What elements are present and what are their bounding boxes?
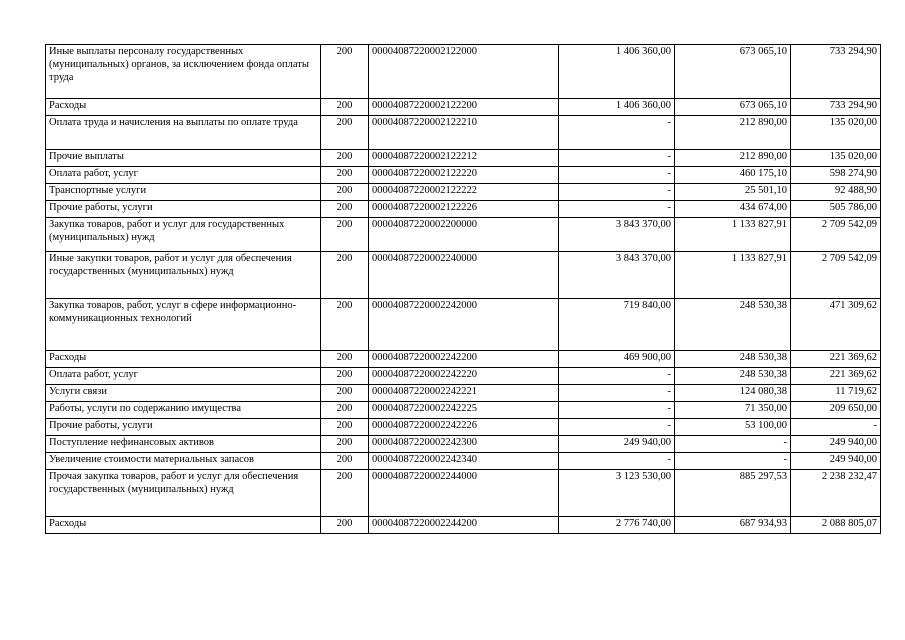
- row-approved-cell: 719 840,00: [559, 299, 675, 351]
- row-approved-cell: -: [559, 402, 675, 419]
- row-approved-cell: 249 940,00: [559, 436, 675, 453]
- row-executed-cell: 434 674,00: [675, 201, 791, 218]
- row-unexecuted-cell: 249 940,00: [791, 436, 881, 453]
- table-row: [46, 385, 881, 402]
- row-name-cell: Транспортные услуги: [46, 184, 321, 201]
- row-code-cell: 200: [321, 517, 369, 534]
- row-name-cell: Расходы: [46, 351, 321, 368]
- row-approved-cell: 3 843 370,00: [559, 218, 675, 252]
- row-executed-cell: 460 175,10: [675, 167, 791, 184]
- row-name-cell: Прочие выплаты: [46, 150, 321, 167]
- row-kbk-cell: 00004087220002242220: [369, 368, 559, 385]
- row-kbk-cell: 00004087220002242225: [369, 402, 559, 419]
- table-row: [46, 252, 881, 299]
- row-approved-cell: -: [559, 184, 675, 201]
- row-approved-cell: 1 406 360,00: [559, 45, 675, 99]
- row-code-cell: 200: [321, 150, 369, 167]
- row-unexecuted-cell: 221 369,62: [791, 368, 881, 385]
- row-code-cell: 200: [321, 419, 369, 436]
- table-row: [46, 150, 881, 167]
- row-code-cell: 200: [321, 167, 369, 184]
- row-name-cell: Расходы: [46, 517, 321, 534]
- row-executed-cell: 212 890,00: [675, 150, 791, 167]
- row-kbk-cell: 00004087220002244000: [369, 470, 559, 517]
- row-code-cell: 200: [321, 116, 369, 150]
- row-approved-cell: -: [559, 419, 675, 436]
- row-kbk-cell: 00004087220002242340: [369, 453, 559, 470]
- table-row: [46, 218, 881, 252]
- row-unexecuted-cell: 2 709 542,09: [791, 218, 881, 252]
- row-approved-cell: 3 843 370,00: [559, 252, 675, 299]
- row-approved-cell: 3 123 530,00: [559, 470, 675, 517]
- row-kbk-cell: 00004087220002122212: [369, 150, 559, 167]
- row-name-cell: Закупка товаров, работ, услуг в сфере информационно-коммуникационных технологий: [46, 299, 321, 351]
- row-code-cell: 200: [321, 99, 369, 116]
- row-unexecuted-cell: 505 786,00: [791, 201, 881, 218]
- table-row: [46, 351, 881, 368]
- row-kbk-cell: 00004087220002242200: [369, 351, 559, 368]
- row-code-cell: 200: [321, 299, 369, 351]
- row-unexecuted-cell: 249 940,00: [791, 453, 881, 470]
- row-executed-cell: 673 065,10: [675, 99, 791, 116]
- row-name-cell: Прочие работы, услуги: [46, 419, 321, 436]
- row-executed-cell: 25 501,10: [675, 184, 791, 201]
- row-kbk-cell: 00004087220002242226: [369, 419, 559, 436]
- row-name-cell: Оплата работ, услуг: [46, 167, 321, 184]
- table-row: [46, 419, 881, 436]
- row-unexecuted-cell: -: [791, 419, 881, 436]
- row-executed-cell: 885 297,53: [675, 470, 791, 517]
- row-name-cell: Прочие работы, услуги: [46, 201, 321, 218]
- row-name-cell: Оплата работ, услуг: [46, 368, 321, 385]
- row-approved-cell: -: [559, 368, 675, 385]
- row-name-cell: Расходы: [46, 99, 321, 116]
- row-executed-cell: 1 133 827,91: [675, 252, 791, 299]
- row-kbk-cell: 00004087220002242000: [369, 299, 559, 351]
- row-unexecuted-cell: 733 294,90: [791, 45, 881, 99]
- row-executed-cell: 212 890,00: [675, 116, 791, 150]
- table-row: [46, 167, 881, 184]
- row-executed-cell: 687 934,93: [675, 517, 791, 534]
- row-code-cell: 200: [321, 385, 369, 402]
- row-name-cell: Увеличение стоимости материальных запасов: [46, 453, 321, 470]
- row-executed-cell: 248 530,38: [675, 299, 791, 351]
- row-code-cell: 200: [321, 201, 369, 218]
- table-row: [46, 99, 881, 116]
- row-name-cell: Иные закупки товаров, работ и услуг для обеспечения государственных (муниципальных) нужд: [46, 252, 321, 299]
- row-approved-cell: -: [559, 116, 675, 150]
- row-unexecuted-cell: 598 274,90: [791, 167, 881, 184]
- row-unexecuted-cell: 221 369,62: [791, 351, 881, 368]
- table-row: [46, 402, 881, 419]
- table-row: [46, 453, 881, 470]
- row-unexecuted-cell: 2 709 542,09: [791, 252, 881, 299]
- row-approved-cell: -: [559, 385, 675, 402]
- table-row: [46, 201, 881, 218]
- row-code-cell: 200: [321, 45, 369, 99]
- table-row: [46, 299, 881, 351]
- row-name-cell: Работы, услуги по содержанию имущества: [46, 402, 321, 419]
- table-row: [46, 184, 881, 201]
- row-kbk-cell: 00004087220002122226: [369, 201, 559, 218]
- table-row: [46, 116, 881, 150]
- report-table-body: [46, 45, 881, 534]
- row-code-cell: 200: [321, 184, 369, 201]
- row-name-cell: Прочая закупка товаров, работ и услуг для обеспечения государственных (муниципальных) нужд: [46, 470, 321, 517]
- row-code-cell: 200: [321, 436, 369, 453]
- row-unexecuted-cell: 209 650,00: [791, 402, 881, 419]
- row-approved-cell: -: [559, 201, 675, 218]
- row-approved-cell: 1 406 360,00: [559, 99, 675, 116]
- row-kbk-cell: 00004087220002240000: [369, 252, 559, 299]
- row-name-cell: Услуги связи: [46, 385, 321, 402]
- row-executed-cell: 673 065,10: [675, 45, 791, 99]
- row-kbk-cell: 00004087220002200000: [369, 218, 559, 252]
- row-code-cell: 200: [321, 368, 369, 385]
- row-kbk-cell: 00004087220002122210: [369, 116, 559, 150]
- row-approved-cell: -: [559, 150, 675, 167]
- row-kbk-cell: 00004087220002244200: [369, 517, 559, 534]
- row-code-cell: 200: [321, 470, 369, 517]
- row-executed-cell: 1 133 827,91: [675, 218, 791, 252]
- row-executed-cell: 124 080,38: [675, 385, 791, 402]
- table-row: [46, 368, 881, 385]
- row-unexecuted-cell: 135 020,00: [791, 150, 881, 167]
- row-name-cell: Оплата труда и начисления на выплаты по оплате труда: [46, 116, 321, 150]
- row-approved-cell: 2 776 740,00: [559, 517, 675, 534]
- row-approved-cell: -: [559, 453, 675, 470]
- row-executed-cell: 248 530,38: [675, 368, 791, 385]
- row-executed-cell: -: [675, 453, 791, 470]
- row-kbk-cell: 00004087220002122220: [369, 167, 559, 184]
- row-approved-cell: -: [559, 167, 675, 184]
- table-row: [46, 436, 881, 453]
- row-kbk-cell: 00004087220002122200: [369, 99, 559, 116]
- row-approved-cell: 469 900,00: [559, 351, 675, 368]
- row-name-cell: Иные выплаты персоналу государственных (муниципальных) органов, за исключением фонда оплаты труда: [46, 45, 321, 99]
- table-row: [46, 470, 881, 517]
- row-unexecuted-cell: 2 238 232,47: [791, 470, 881, 517]
- row-executed-cell: -: [675, 436, 791, 453]
- row-kbk-cell: 00004087220002122222: [369, 184, 559, 201]
- row-kbk-cell: 00004087220002242300: [369, 436, 559, 453]
- row-unexecuted-cell: 2 088 805,07: [791, 517, 881, 534]
- row-kbk-cell: 00004087220002242221: [369, 385, 559, 402]
- row-code-cell: 200: [321, 453, 369, 470]
- row-unexecuted-cell: 471 309,62: [791, 299, 881, 351]
- row-code-cell: 200: [321, 218, 369, 252]
- row-executed-cell: 53 100,00: [675, 419, 791, 436]
- row-code-cell: 200: [321, 351, 369, 368]
- row-name-cell: Закупка товаров, работ и услуг для государственных (муниципальных) нужд: [46, 218, 321, 252]
- row-unexecuted-cell: 92 488,90: [791, 184, 881, 201]
- row-code-cell: 200: [321, 252, 369, 299]
- table-row: [46, 45, 881, 99]
- row-code-cell: 200: [321, 402, 369, 419]
- row-name-cell: Поступление нефинансовых активов: [46, 436, 321, 453]
- row-unexecuted-cell: 135 020,00: [791, 116, 881, 150]
- row-executed-cell: 248 530,38: [675, 351, 791, 368]
- row-kbk-cell: 00004087220002122000: [369, 45, 559, 99]
- row-unexecuted-cell: 733 294,90: [791, 99, 881, 116]
- row-unexecuted-cell: 11 719,62: [791, 385, 881, 402]
- budget-report-table: [45, 44, 881, 534]
- table-row: [46, 517, 881, 534]
- row-executed-cell: 71 350,00: [675, 402, 791, 419]
